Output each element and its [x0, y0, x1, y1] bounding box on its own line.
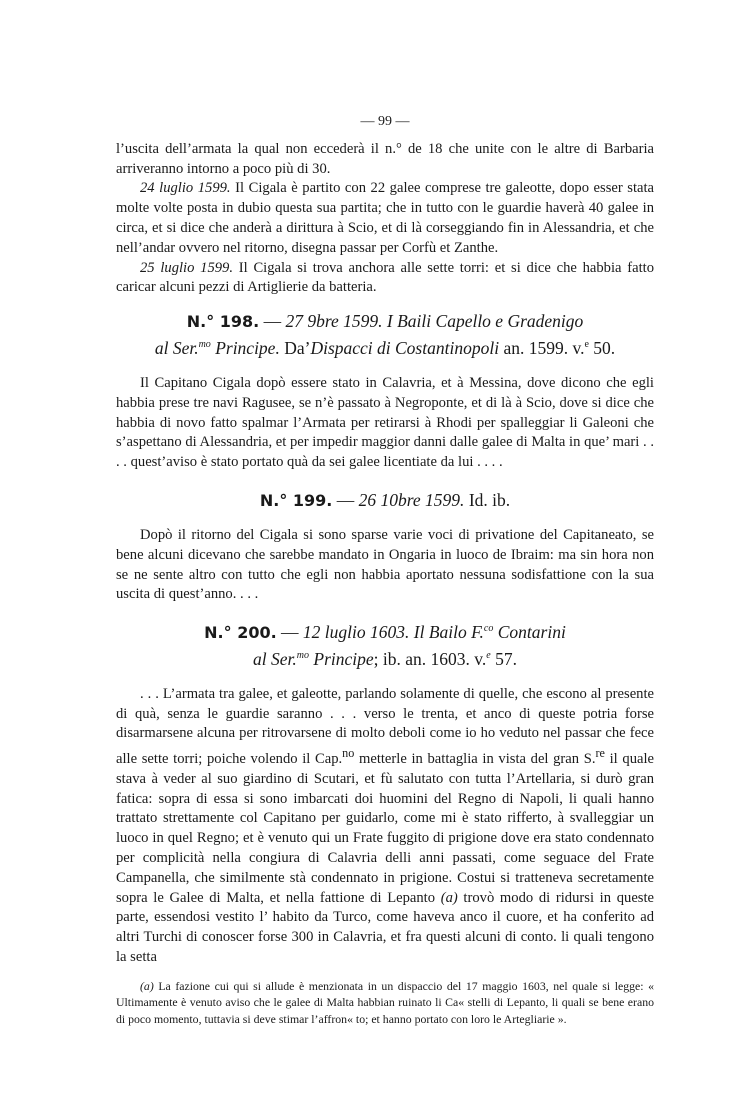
heading-source: Dispacci di Costantinopoli: [310, 338, 500, 358]
entry-date: 25 luglio 1599.: [140, 259, 234, 276]
superscript: mo: [296, 650, 310, 661]
heading-dash: —: [332, 489, 359, 510]
heading-source-prefix: Da’: [279, 338, 311, 358]
heading-ref: ; ib. an. 1603. v.: [373, 648, 487, 669]
page-number: — 99 —: [360, 114, 410, 129]
entry-text: Il Cigala è partito con 22 galee comprese tre galeotte, dopo esser stata molte volte posta in dubio questa sua partita; che in tutto con le guardie haverà 40 galee in circa, et si dice che anderà a dirittura à Scio, et di là corseggiando fin in Alessandria, et che nell’andar ovvero nel ritorno, disegna passar per Corfù et Zanthe.: [116, 180, 655, 256]
heading-dash: —: [276, 622, 303, 642]
heading-title-end: Contarini: [493, 622, 566, 642]
footnote-body: La fazione cui qui si allude è menzionata in un dispaccio del 17 maggio 1603, nel quale si legge: « Ultimamente è venuto aviso che le galee di Malta habbian ruinato li Ca« stelli di Lepanto, li quali se bene erano di poco momento, tuttavia si deve stimar l’affron« to; et hanno portato con loro le Artegliarie ».: [116, 978, 654, 1027]
footnote-reference: (a): [440, 889, 458, 906]
book-page: [116, 112, 654, 1028]
entry-24-luglio: [116, 179, 654, 258]
heading-title: 12 luglio 1603. Il Bailo F.: [302, 622, 484, 642]
heading-title: 27 9bre 1599. I Baili Capello e Gradenigo: [285, 311, 584, 332]
heading-ref-end: 50.: [588, 338, 616, 358]
superscript: mo: [198, 339, 211, 351]
doc-number: N.° 198.: [186, 312, 260, 332]
heading-200: [116, 617, 654, 671]
text-segment: . . . L’armata tra galee, et galeotte, parlando solamente di quelle, che escono al presente di quà, senza le guardie saranno . . . verso le trenta, et anco di queste potria forse disarmarsene alcuna per ritrovarsene di molto deboli come io ho veduto nel passar che fece alle sette torri; poiche volendo il Cap.: [116, 685, 654, 768]
text-segment: metterle in battaglia in vista del gran S.: [354, 751, 596, 768]
body-paragraph-199: Dopò il ritorno del Cigala si sono sparse varie voci di privatione del Capitaneato, se bene alcuni dicevano che sarebbe mandato in Ongaria in luoco de Ibraim: ma sin hora non se ne sente altro con tutto che egli non habbia aportato nessuna sodisfattione con la sua uscita di quest’anno. . . .: [116, 526, 654, 603]
heading-title: 26 10bre 1599.: [358, 489, 465, 510]
entry-text: Il Cigala si trova anchora alle sette torri: et si dice che habbia fatto caricar alcuni pezzi di Artiglierie da batteria.: [116, 259, 655, 296]
heading-dash: —: [259, 311, 286, 332]
heading-recipient-title: Principe: [309, 648, 374, 669]
footnote-text: [116, 978, 654, 1028]
text-segment: trovò modo di ridursi in queste parte, essendosi vestito l’ habito da Turco, come haveva anco il cuore, et ha conferito ad altri Turchi di conoscer forse 300 in Calavria, et fra questi alcuni di conto. li quali tengono la setta: [116, 889, 655, 966]
superscript: e: [584, 339, 589, 351]
heading-ref: an. 1599. v.: [499, 338, 585, 358]
superscript: re: [595, 746, 605, 761]
body-paragraph-198: Il Capitano Cigala dopò essere stato in Calavria, et à Messina, dove dicono che egli habbia prese tre navi Ragusee, se n’è passato à Negroponte, et di là à Scio, dove si dice che habbia di novo fatto spalmar l’Armata per retirarsi à Rhodi per spalleggiar li Galeoni che s’aspettano di Alessandria, et per impedir maggior danni dalle galee di Malta in que’ mari . . . . quest’aviso è stato portato quà da sei galee licentiate da lui . . . .: [116, 375, 654, 471]
footnote-marker: (a): [140, 978, 154, 993]
entry-date: 24 luglio 1599.: [140, 180, 231, 197]
footnote: [116, 978, 654, 1028]
superscript: co: [483, 623, 494, 635]
heading-recipient-title: Principe.: [210, 338, 280, 358]
doc-number: N.° 199.: [259, 490, 333, 510]
doc-number: N.° 200.: [204, 623, 277, 642]
superscript: no: [342, 746, 355, 761]
heading-198: [116, 310, 654, 360]
heading-recipient: al Ser.: [154, 338, 199, 358]
heading-recipient: al Ser.: [253, 648, 297, 669]
superscript: e: [486, 650, 491, 661]
text-segment: il quale stava à veder al suo giardino di Scutari, et fù salutato con tutta l’Artellaria, si durò gran fatica: sopra di essa si sono imbarcati doi huomini del Regno di Napoli, li quali hanno trattato strettamente col Capitano per guidarlo, come mi è stato rifferto, à svalleggiar un luoco in quel Regno; et è venuto qui un Frate fuggito di prigione dove era stato condennato per complicità nella congiura di Calavria delli anni passati, come seguace del Frate Campanella, che similmente stà condennato in prigione. Costui si tratteneva secretamente sopra le Galee di Malta, et nella fattione di Lepanto: [116, 751, 654, 906]
heading-ref-end: 57.: [490, 648, 517, 669]
intro-paragraph: l’uscita dell’armata la qual non eccederà il n.° de 18 che unite con le altre di Barbaria arriveranno intorno a poco più di 30.: [116, 140, 654, 177]
entry-25-luglio: [116, 259, 654, 299]
heading-199: [116, 489, 654, 512]
heading-ref: Id. ib.: [464, 489, 511, 510]
body-paragraph-200: [116, 685, 654, 968]
